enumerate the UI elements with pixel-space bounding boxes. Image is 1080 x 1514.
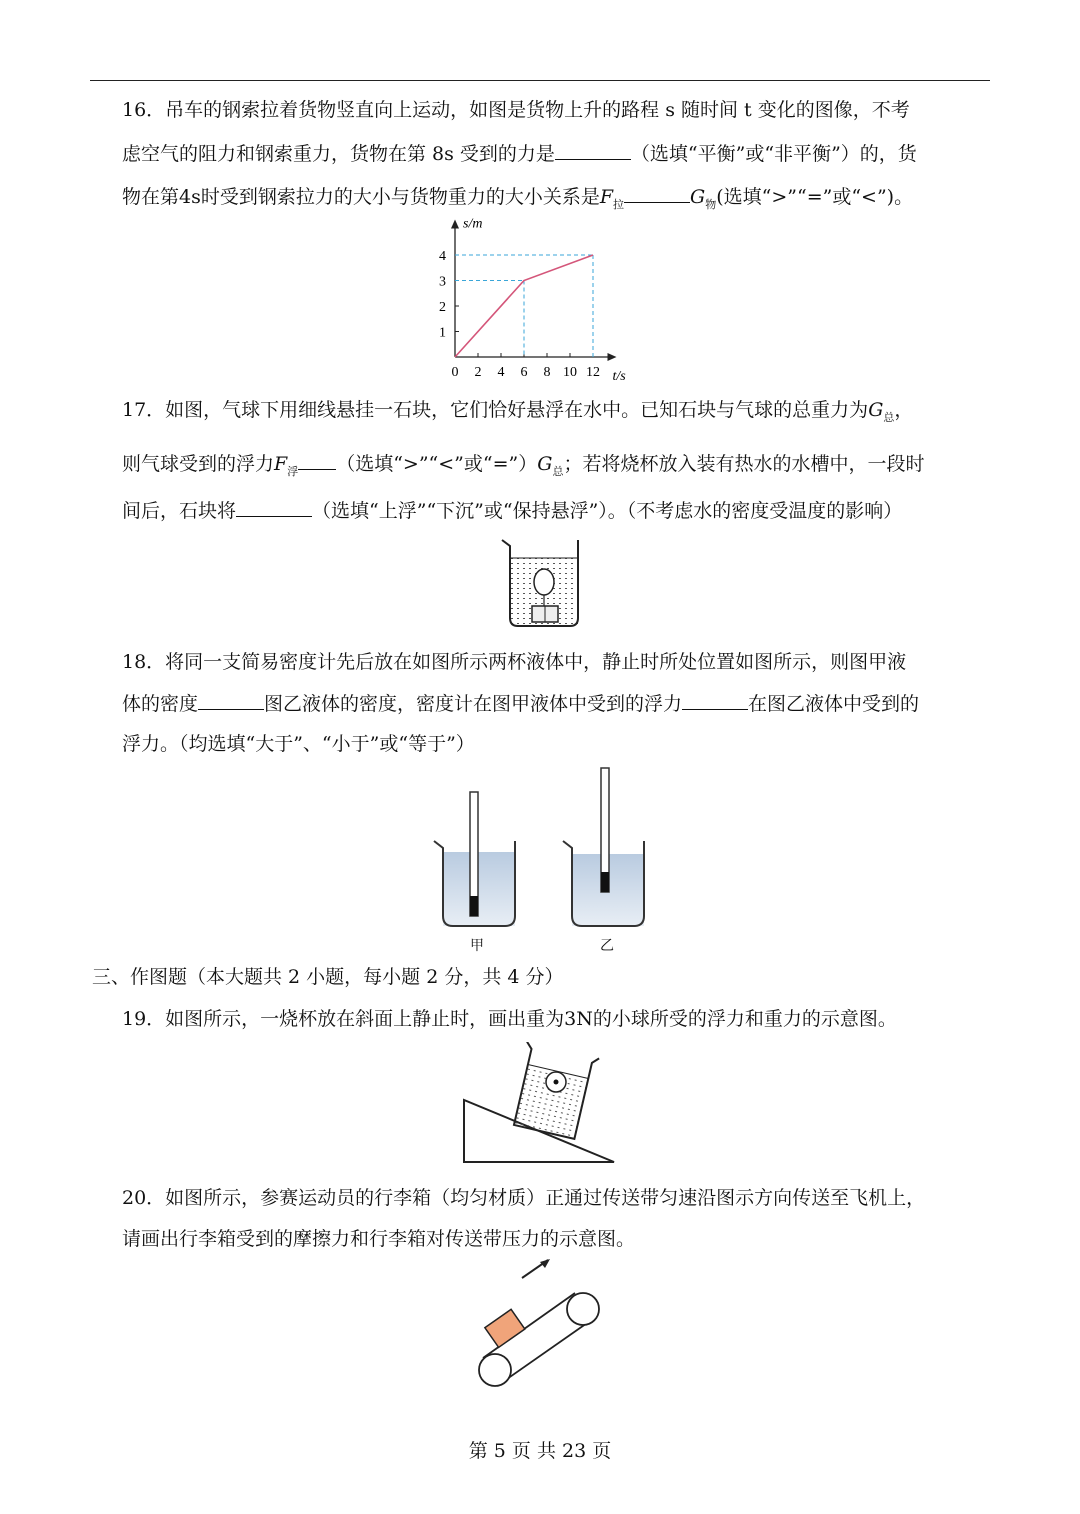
q17-symbol-G-sub-2: 总 — [552, 464, 564, 478]
q16-symbol-G-sub: 物 — [705, 197, 717, 211]
q17-symbol-G-2: G — [537, 453, 553, 475]
x-tick-label: 0 — [451, 365, 459, 380]
upper-roller — [567, 1293, 599, 1325]
conveyor-figure — [470, 1256, 610, 1396]
balloon — [534, 569, 554, 595]
q16-line2-text-a: 虑空气的阻力和钢索重力，货物在第 8s 受到的力是 — [122, 143, 555, 165]
st-chart — [420, 210, 650, 382]
label-jia: 甲 — [470, 938, 484, 954]
q18-line2-text-a: 体的密度 — [122, 693, 199, 715]
x-tick-label: 4 — [497, 365, 505, 380]
q16-blank-1[interactable] — [555, 141, 631, 160]
x-tick-label: 6 — [520, 365, 528, 380]
q17-blank-1[interactable] — [298, 451, 336, 470]
suitcase-box — [485, 1309, 525, 1347]
ball-center — [554, 1080, 559, 1085]
q17-line1-text-a: 17．如图，气球下用细线悬挂一石块，它们恰好悬浮在水中。已知石块与气球的总重力为 — [122, 399, 869, 421]
y-tick-label: 3 — [439, 274, 446, 290]
hydrometer-b-weight — [601, 872, 609, 892]
q17-line3-text-b: （选填“上浮”“下沉”或“保持悬浮”）。（不考虑水的密度受温度的影响） — [312, 500, 903, 522]
suitcase — [485, 1309, 525, 1347]
q17-line1 — [122, 398, 913, 430]
label-yi: 乙 — [600, 938, 614, 954]
y-axis-arrow — [451, 220, 459, 229]
q17-line2-text-c: ；若将烧杯放入装有热水的水槽中，一段时 — [563, 453, 925, 475]
q18-line2-text-b: 图乙液体的密度，密度计在图甲液体中受到的浮力 — [264, 693, 683, 715]
y-axis-label: s/m — [463, 216, 483, 232]
q16-symbol-F-sub: 拉 — [613, 197, 625, 211]
y-tick-label: 4 — [439, 249, 446, 264]
series-line-s-t — [455, 255, 593, 357]
beaker-a — [434, 792, 515, 926]
q17-line2 — [122, 451, 924, 484]
beaker-b — [563, 768, 644, 926]
q17-symbol-F-sub: 浮 — [287, 464, 299, 478]
q16-line2 — [122, 141, 917, 166]
y-tick-label: 1 — [439, 325, 446, 341]
q16-symbol-F: F — [599, 186, 614, 208]
q17-line1-text-b: ， — [894, 399, 914, 421]
direction-arrow-head — [540, 1259, 550, 1268]
hydrometer-a-weight — [470, 896, 478, 916]
x-tick-label: 12 — [586, 365, 600, 380]
q17-symbol-G: G — [868, 399, 884, 421]
q16-line3-text-b: (选填“>”“=”或“<”)。 — [716, 186, 914, 208]
q16-blank-2[interactable] — [624, 184, 690, 203]
x-tick-label: 2 — [474, 365, 482, 380]
q17-blank-2[interactable] — [236, 498, 312, 517]
q18-line3: 浮力。（均选填“大于”、“小于”或“等于”） — [122, 733, 475, 755]
q18-blank-1[interactable] — [198, 691, 264, 710]
incline-beaker-figure — [460, 1042, 620, 1168]
q16-symbol-G: G — [690, 186, 706, 208]
page-footer: 第 5 页 共 23 页 — [468, 1440, 612, 1462]
q18-blank-2[interactable] — [682, 691, 748, 710]
lower-roller — [479, 1354, 511, 1386]
q18-line2 — [122, 691, 919, 716]
q18-line1: 18．将同一支简易密度计先后放在如图所示两杯液体中，静止时所处位置如图所示，则图甲液 — [122, 651, 907, 673]
x-tick-label: 10 — [563, 365, 577, 380]
q20-line2: 请画出行李箱受到的摩擦力和行李箱对传送带压力的示意图。 — [122, 1228, 636, 1250]
x-axis-label: t/s — [612, 369, 626, 382]
q19-line1: 19．如图所示，一烧杯放在斜面上静止时，画出重为3N的小球所受的浮力和重力的示意图。 — [122, 1008, 897, 1030]
section-3-heading: 三、作图题（本大题共 2 小题，每小题 2 分，共 4 分） — [92, 966, 564, 988]
q16-line1: 16．吊车的钢索拉着货物竖直向上运动，如图是货物上升的路程 s 随时间 t 变化的图像，不考 — [122, 99, 910, 121]
liquid-a — [443, 852, 515, 926]
q16-line3-text-a: 物在第4s时受到钢索拉力的大小与货物重力的大小关系是 — [122, 186, 600, 208]
q17-line3-text-a: 间后，石块将 — [122, 500, 237, 522]
balloon-beaker-figure — [498, 536, 586, 632]
q17-line2-text-b: （选填“>”“<”或“=”） — [336, 453, 538, 475]
y-tick-label: 2 — [439, 300, 446, 315]
q17-line3 — [122, 498, 902, 523]
q17-symbol-F: F — [274, 453, 288, 475]
hydrometer-figure — [428, 764, 658, 954]
q17-line2-text-a: 则气球受到的浮力 — [122, 453, 275, 475]
q16-line2-text-b: （选填“平衡”或“非平衡”）的，货 — [630, 143, 917, 165]
q20-line1: 20．如图所示，参赛运动员的行李箱（均匀材质）正通过传送带匀速沿图示方向传送至飞机上， — [122, 1187, 926, 1209]
x-axis-arrow — [608, 353, 617, 361]
q18-line2-text-c: 在图乙液体中受到的 — [748, 693, 920, 715]
x-tick-label: 8 — [543, 365, 551, 380]
q17-symbol-G-sub: 总 — [883, 410, 895, 424]
header-rule — [90, 80, 990, 81]
